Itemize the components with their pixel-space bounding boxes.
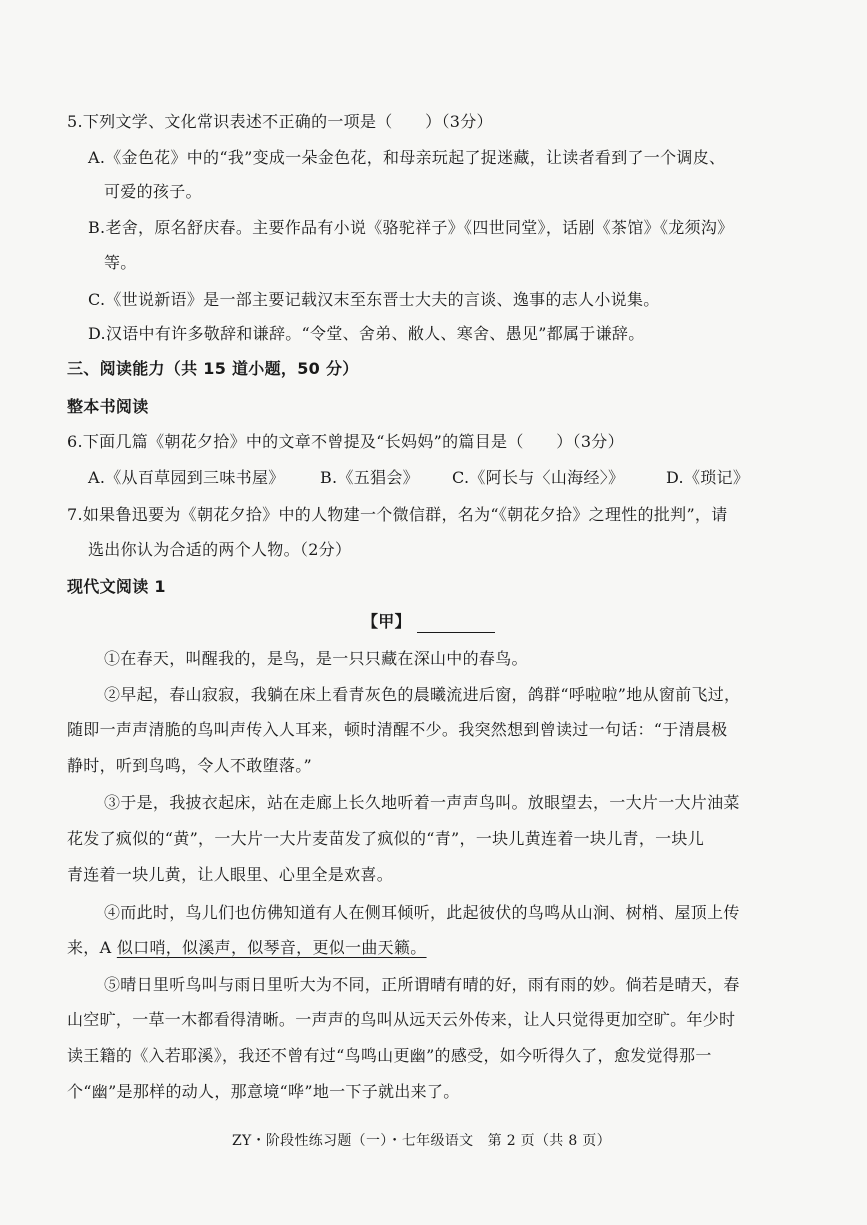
q7-stem-line1: 7.如果鲁迅要为《朝花夕拾》中的人物建一个微信群，名为“《朝花夕拾》之理性的批判”，请 xyxy=(67,505,728,524)
q6-option-c: C.《阿长与〈山海经〉》 xyxy=(452,468,625,487)
paragraph-5-line4: 个“幽”是那样的动人，那意境“哗”地一下子就出来了。 xyxy=(67,1082,460,1101)
passage-title xyxy=(362,611,495,633)
q5-option-b-line1: B.老舍，原名舒庆春。主要作品有小说《骆驼祥子》《四世同堂》，话剧《茶馆》《龙须沟》 xyxy=(88,218,734,237)
q5-option-a-line1: A.《金色花》中的“我”变成一朵金色花，和母亲玩起了捉迷藏，让读者看到了一个调皮、 xyxy=(88,148,726,167)
paragraph-3-line2: 花发了疯似的“黄”，一大片一大片麦苗发了疯似的“青”，一块儿黄连着一块儿青，一块儿 xyxy=(67,829,705,848)
paragraph-1: ①在春天，叫醒我的，是鸟，是一只只藏在深山中的春鸟。 xyxy=(104,649,528,668)
q6-options xyxy=(88,467,788,489)
q6-stem: 6.下面几篇《朝花夕拾》中的文章不曾提及“长妈妈”的篇目是（ ）（3分） xyxy=(67,432,624,451)
paragraph-2-line1: ②早起，春山寂寂，我躺在床上看青灰色的晨曦流进后窗，鸽群“呼啦啦”地从窗前飞过， xyxy=(104,685,741,704)
paragraph-2-line2: 随即一声声清脆的鸟叫声传入人耳来，顿时清醒不少。我突然想到曾读过一句话：“于清晨极 xyxy=(67,720,728,739)
q6-option-d: D.《琐记》 xyxy=(666,468,750,487)
q6-option-a: A.《从百草园到三味书屋》 xyxy=(88,468,285,487)
page-footer: ZY・阶段性练习题（一）・七年级语文 第 2 页（共 8 页） xyxy=(232,1133,611,1149)
q5-option-d: D.汉语中有许多敬辞和谦辞。“令堂、舍弟、敝人、寒舍、愚见”都属于谦辞。 xyxy=(88,324,645,343)
q7-stem-line2: 选出你认为合适的两个人物。（2分） xyxy=(88,540,352,559)
paragraph-5-line3: 读王籍的《入若耶溪》，我还不曾有过“鸟鸣山更幽”的感受，如今听得久了，愈发觉得那一 xyxy=(67,1046,712,1065)
q5-option-c: C.《世说新语》是一部主要记载汉末至东晋士大夫的言谈、逸事的志人小说集。 xyxy=(88,290,660,309)
paragraph-5-line1: ⑤晴日里听鸟叫与雨日里听大为不同，正所谓晴有晴的好，雨有雨的妙。倘若是晴天，春 xyxy=(104,975,740,994)
subheading-modern-reading: 现代文阅读 1 xyxy=(67,577,166,596)
subheading-whole-book: 整本书阅读 xyxy=(67,397,149,416)
q5-option-b-line2: 等。 xyxy=(104,253,137,272)
passage-title-label: 【甲】 xyxy=(362,612,411,631)
title-blank xyxy=(417,616,495,633)
paragraph-5-line2: 山空旷，一草一木都看得清晰。一声声的鸟叫从远天云外传来，让人只觉得更加空旷。年少时 xyxy=(67,1010,736,1029)
paragraph-3-line1: ③于是，我披衣起床，站在走廊上长久地听着一声声鸟叫。放眼望去，一大片一大片油菜 xyxy=(104,793,740,812)
paragraph-4-line1: ④而此时，鸟儿们也仿佛知道有人在侧耳倾听，此起彼伏的鸟鸣从山涧、树梢、屋顶上传 xyxy=(104,903,740,922)
q5-stem: 5.下列文学、文化常识表述不正确的一项是（ ）（3分） xyxy=(67,112,493,131)
paragraph-4-line2 xyxy=(67,937,427,959)
paragraph-3-line3: 青连着一块儿黄，让人眼里、心里全是欢喜。 xyxy=(67,865,394,884)
paragraph-2-line3: 静时，听到鸟鸣，令人不敢堕落。” xyxy=(67,756,312,775)
q6-option-b: B.《五猖会》 xyxy=(320,468,419,487)
underlined-sentence-a: 似口哨，似溪声，似琴音，更似一曲天籁。 xyxy=(116,938,427,957)
section-heading-reading: 三、阅读能力（共 15 道小题，50 分） xyxy=(67,359,359,378)
q5-option-a-line2: 可爱的孩子。 xyxy=(104,182,202,201)
paragraph-4-prefix: 来，A xyxy=(67,938,117,957)
